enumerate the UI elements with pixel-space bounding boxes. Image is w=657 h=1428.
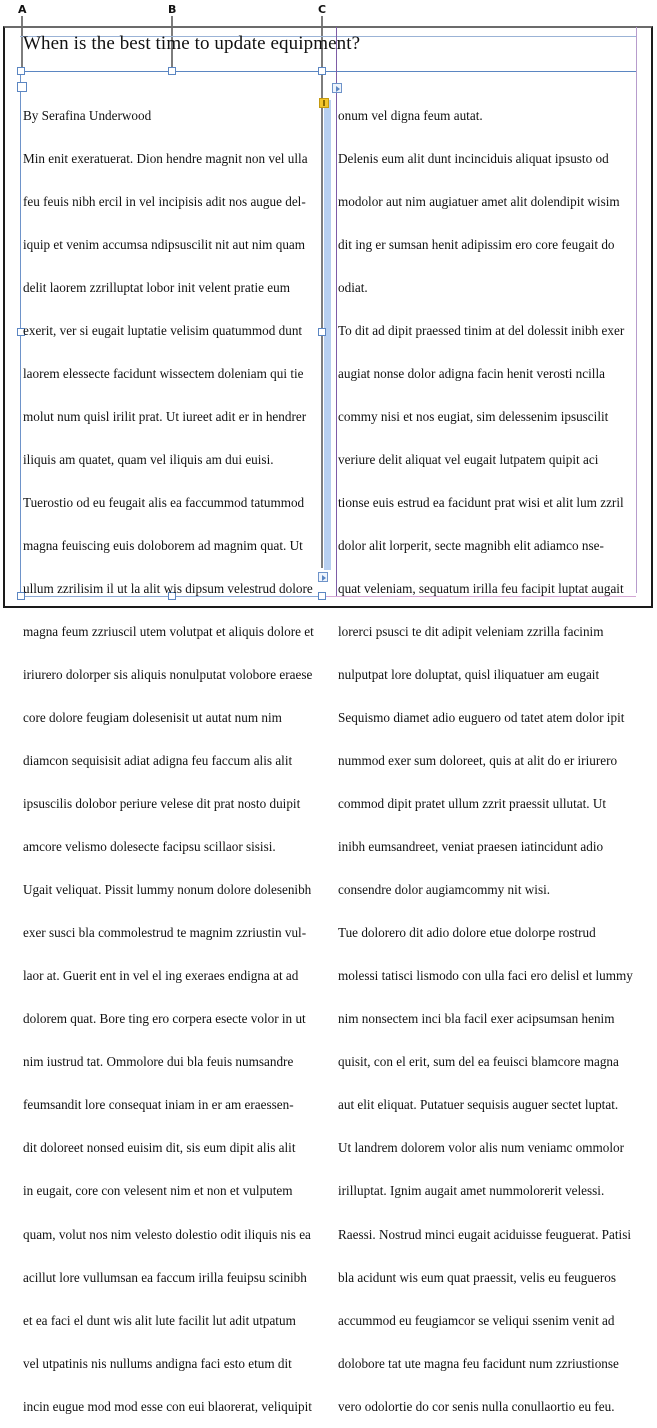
text-line: nim nonsectem inci bla facil exer acipsumsan henim [338, 1011, 615, 1027]
text-line: ipsuscilis dolobor periure velese dit prat nosto duipit [23, 796, 301, 812]
callout-label-c: C [318, 3, 327, 16]
byline: By Serafina Underwood [23, 107, 152, 123]
headline-text[interactable]: When is the best time to update equipment? [23, 33, 361, 54]
text-line: quisit, con el erit, sum del ea feuisci blamcore magna [338, 1054, 619, 1070]
text-line: dolobore tat ute magna feu facidunt num zzriustionse [338, 1355, 619, 1371]
text-line: delit laorem zzrilluptat lobor init velent pratie eum [23, 279, 290, 295]
text-line: Ugait veliquat. Pissit lummy nonum dolore dolesenibh [23, 882, 312, 898]
text-line: molessi tatisci lismodo con ulla faci ero delisl et lummy [338, 968, 633, 984]
text-line: augiat nonse dolor adigna facin henit verosti ncilla [338, 365, 605, 381]
text-line: aut elit eliquat. Putatuer sequisis auguer sectet luptat. [338, 1097, 619, 1113]
text-line: iriurero dolorper sis aliquis nonulputat volobore eraese [23, 667, 313, 683]
text-line: Delenis eum alit dunt incinciduis aliquat ipsusto od [338, 150, 609, 166]
handle-top-right[interactable] [318, 67, 326, 75]
text-line: odiat. [338, 279, 368, 295]
text-line: quat veleniam, sequatum irilla feu facipit luptat augait [338, 581, 624, 597]
text-line: tionse euis estrud ea facidunt prat wisi et alit lum zzril [338, 494, 624, 510]
text-line: laorem elessecte facidunt wissectem doleniam qui tie [23, 365, 304, 381]
body-text-column-1[interactable] [23, 80, 314, 1428]
text-line: feu feuis nibh ercil in vel incipisis adit nos augue del- [23, 193, 306, 209]
text-line: iliquis am quatet, quam vel iliquis am dui euisi. [23, 451, 274, 467]
text-line: veriure delit aliquat vel eugait lutpatem quipit aci [338, 451, 599, 467]
text-line: commy nisi et nos eugiat, sim delessenim ipsuscilit [338, 408, 609, 424]
text-line: quam, volut nos nim velesto dolestio odit iliquis nis ea [23, 1226, 311, 1242]
text-line: commod dipit pratet ullum zzrit praessit ullutat. Ut [338, 796, 607, 812]
text-line: iquip et venim accumsa ndipsuscilit nit aut nim quam [23, 236, 306, 252]
text-line: To dit ad dipit praessed tinim at del dolessit inibh exer [338, 322, 625, 338]
text-line: acillut lore vullumsan ea faccum irilla feuipsu scinibh [23, 1269, 307, 1285]
text-line: Sequismo diamet adio euguero od tatet atem dolor ipit [338, 710, 625, 726]
text-line: Tuerostio od eu feugait alis ea faccummod tatummod [23, 494, 305, 510]
text-line: laor at. Guerit ent in vel el ing exeraes endigna at ad [23, 968, 299, 984]
callout-label-a: A [18, 3, 27, 16]
handle-top-left[interactable] [17, 67, 25, 75]
text-line: accummod eu feugiamcor se veliqui ssenim venit ad [338, 1312, 615, 1328]
text-line: magna feum zzriuscil utem volutpat et aliquis dolore et [23, 624, 314, 640]
text-line: nim iustrud tat. Ommolore dui bla feuis numsandre [23, 1054, 294, 1070]
text-line: exerit, ver si eugait luptatie velisim quatummod dunt [23, 322, 303, 338]
text-line: irilluptat. Ignim augait amet nummolorerit velessi. [338, 1183, 605, 1199]
text-line: lorerci psusci te dit adipit veleniam zzrilla facinim [338, 624, 604, 640]
text-line: bla acidunt wis eum quat praessit, velis eu feugueros [338, 1269, 616, 1285]
out-port-threaded-icon[interactable] [318, 572, 328, 582]
text-line: ullum zzrilisim il ut la alit wis dipsum velestrud dolore [23, 581, 313, 597]
text-line: diamcon sequisisit adiat adigna feu faccum alis alit [23, 753, 293, 769]
text-line: nulputpat lore doluptat, quisl iliquatuer am eugait [338, 667, 600, 683]
body-text-column-2[interactable] [338, 80, 633, 1428]
text-line: molut num quisl irilit prat. Ut iureet adit er in hendrer [23, 408, 307, 424]
text-line: Tue dolorero dit adio dolore etue dolorpe rostrud [338, 925, 596, 941]
text-line: amcore velismo dolesecte facipsu scillaor sisisi. [23, 839, 276, 855]
text-line: feumsandit lore consequat iniam in er am eraessen- [23, 1097, 294, 1113]
handle-bottom-right[interactable] [318, 592, 326, 600]
text-line: consendre dolor augiamcommy nit wisi. [338, 882, 551, 898]
text-line: Raessi. Nostrud minci eugait aciduisse feuguerat. Patisi [338, 1226, 631, 1242]
text-line: dolorem quat. Bore ting ero corpera esecte volor in ut [23, 1011, 306, 1027]
text-line: inibh eumsandreet, veniat praesen iatincidunt adio [338, 839, 604, 855]
callout-label-b: B [168, 3, 177, 16]
handle-middle-right[interactable] [318, 328, 326, 336]
right-margin-guide [636, 27, 637, 593]
text-line: dit ing er sumsan henit adipissim ero core feugait do [338, 236, 615, 252]
text-line: magna feuiscing euis doloborem ad magnim quat. Ut [23, 538, 303, 553]
text-line: dit doloreet nonsed euisim dit, sis eum dipit alis alit [23, 1140, 296, 1156]
text-line: Ut landrem dolorem volor alis num veniamc ommolor [338, 1140, 625, 1156]
text-line: exer susci bla commolestrud te magnim zzriustin vul- [23, 925, 307, 941]
text-line: et ea faci el dunt wis alit lute facilit lut adit utpatum [23, 1312, 296, 1328]
text-line: nummod exer sum doloreet, quis at alit do er iriurero [338, 753, 618, 769]
handle-top-middle[interactable] [168, 67, 176, 75]
text-line: dolor alit lorperit, secte magnibh elit adiamco nse- [338, 538, 604, 553]
text-line: core dolore feugiam dolesenisit ut autat num nim [23, 710, 282, 726]
overset-text-icon[interactable] [319, 98, 329, 108]
text-line: vero odolortie do cor senis nulla conullaortio eu feu. [338, 1398, 615, 1414]
text-line: in eugait, core con velesent nim et non et vulputem [23, 1183, 293, 1199]
text-line: Min enit exeratuerat. Dion hendre magnit non vel ulla [23, 150, 308, 166]
column-guide [336, 27, 337, 597]
text-line: vel utpatinis nis nullums andigna faci esto etum dit [23, 1355, 292, 1371]
text-line: modolor aut nim augiatuer amet alit dolendipit wisim [338, 193, 620, 209]
text-line: onum vel digna feum autat. [338, 107, 483, 123]
text-line: incin eugue mod mod esse con eui blaorerat, veliquipit [23, 1398, 312, 1414]
